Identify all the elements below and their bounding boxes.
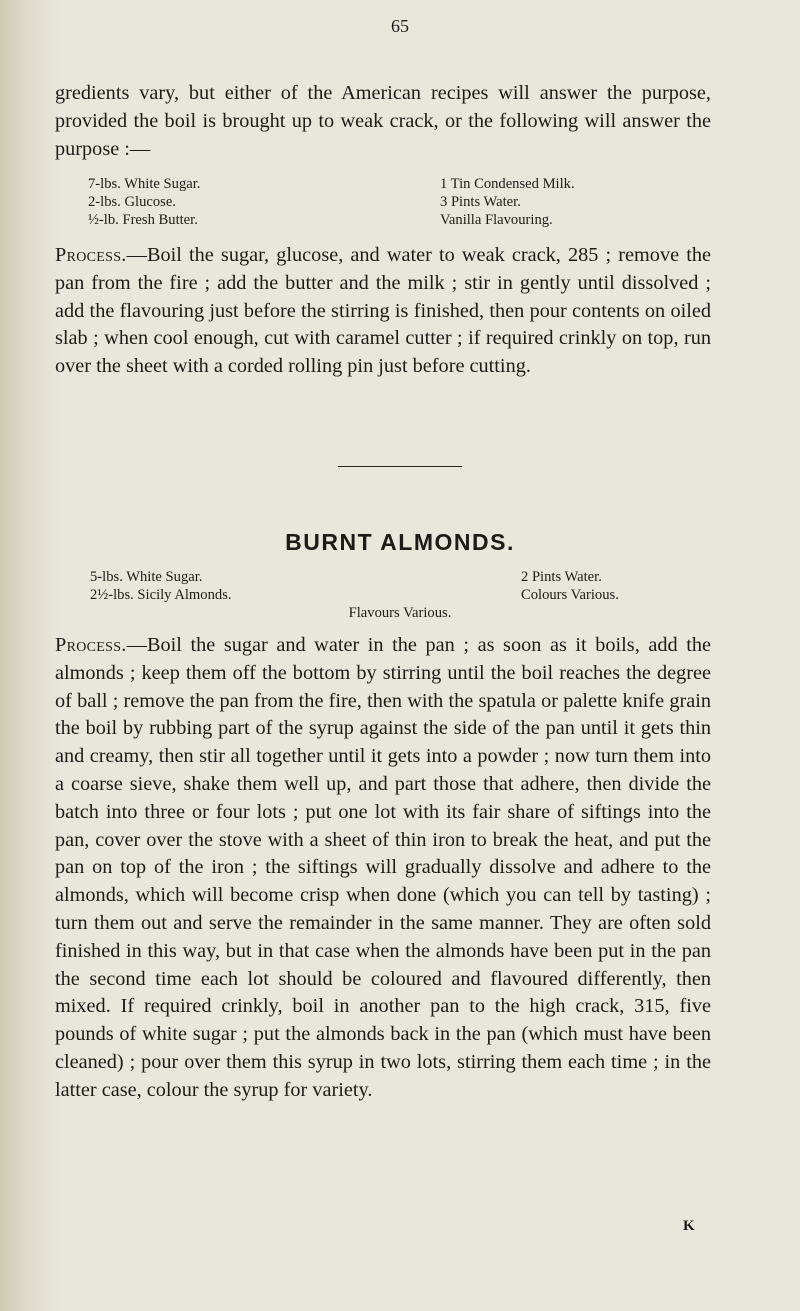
ingredient: 2½-lbs. Sicily Almonds. — [90, 587, 232, 603]
process-text: —Boil the sugar and water in the pan ; as soon as it boils, add the almonds ; keep them off the bottom by stirring until the boil reaches the degree of ball ; remove the pan from the fire, then with the spatula or palette knife grain the boil by rubbing part of the syrup against the side of the pan until it gets thin and creamy, then stir all together until it gets into a powder ; now turn them into a coarse sieve, shake them well up, and part those that adhere, then divide the batch into three or four lots ; put one lot with its fair share of siftings into the pan, cover over the stove with a sheet of thin iron to break the heat, and put the pan on top of the iron ; the siftings will gradually dissolve and adhere to the almonds, which will become crisp when done (which you can tell by tasting) ; turn them out and serve the remainder in the same manner. They are often sold finished in this way, but in that case when the almonds have been put in the pan the second time each lot should be coloured and flavoured differently, then mixed. If required crinkly, boil in another pan to the high crack, 315, five pounds of white sugar ; put the almonds back in the pan (which must have been cleaned) ; pour over them this syrup in two lots, stirring them each time ; in the latter case, colour the syrup for variety. — [55, 634, 711, 1101]
intro-paragraph: gredients vary, but either of the American recipes will answer the purpose, provided the boil is brought up to weak crack, or the following will answer the purpose :— — [55, 82, 711, 160]
intro-paragraph-block — [55, 80, 711, 163]
recipe2-ingredients-center: Flavours Various. — [348, 605, 452, 621]
recipe1-process-block — [55, 242, 711, 381]
ingredient: Colours Various. — [521, 587, 619, 603]
ingredient: 2-lbs. Glucose. — [88, 194, 176, 210]
page-edge-shadow — [0, 0, 60, 1311]
ingredient: 7-lbs. White Sugar. — [88, 176, 201, 192]
ingredient: ½-lb. Fresh Butter. — [88, 212, 198, 228]
process-label: Process. — [55, 634, 127, 656]
ingredient: 5-lbs. White Sugar. — [90, 569, 203, 585]
ingredient: Vanilla Flavouring. — [440, 212, 553, 228]
recipe2-ingredients-right — [521, 568, 619, 604]
ingredient: 3 Pints Water. — [440, 194, 521, 210]
recipe2-title: BURNT ALMONDS. — [285, 529, 515, 555]
process-label: Process. — [55, 244, 127, 266]
process-text: —Boil the sugar, glucose, and water to weak crack, 285 ; remove the pan from the fire ; add the butter and the milk ; stir in gently until dissolved ; add the flavouring just before the stirring is finished, then pour contents on oiled slab ; when cool enough, cut with caramel cutter ; if required crinkly on top, run over the sheet with a corded rolling pin just before cutting. — [55, 244, 711, 378]
recipe1-ingredients-left — [88, 175, 200, 229]
recipe2-ingredients-left — [90, 568, 232, 604]
ingredient: 2 Pints Water. — [521, 569, 602, 585]
recipe2-process-block — [55, 632, 711, 1105]
signature-mark: K — [683, 1218, 695, 1234]
page-number: 65 — [391, 16, 409, 36]
section-divider — [338, 466, 462, 467]
ingredient: 1 Tin Condensed Milk. — [440, 176, 575, 192]
recipe1-ingredients-right — [440, 175, 575, 229]
recipe2-process — [55, 632, 711, 1105]
recipe1-process — [55, 242, 711, 381]
